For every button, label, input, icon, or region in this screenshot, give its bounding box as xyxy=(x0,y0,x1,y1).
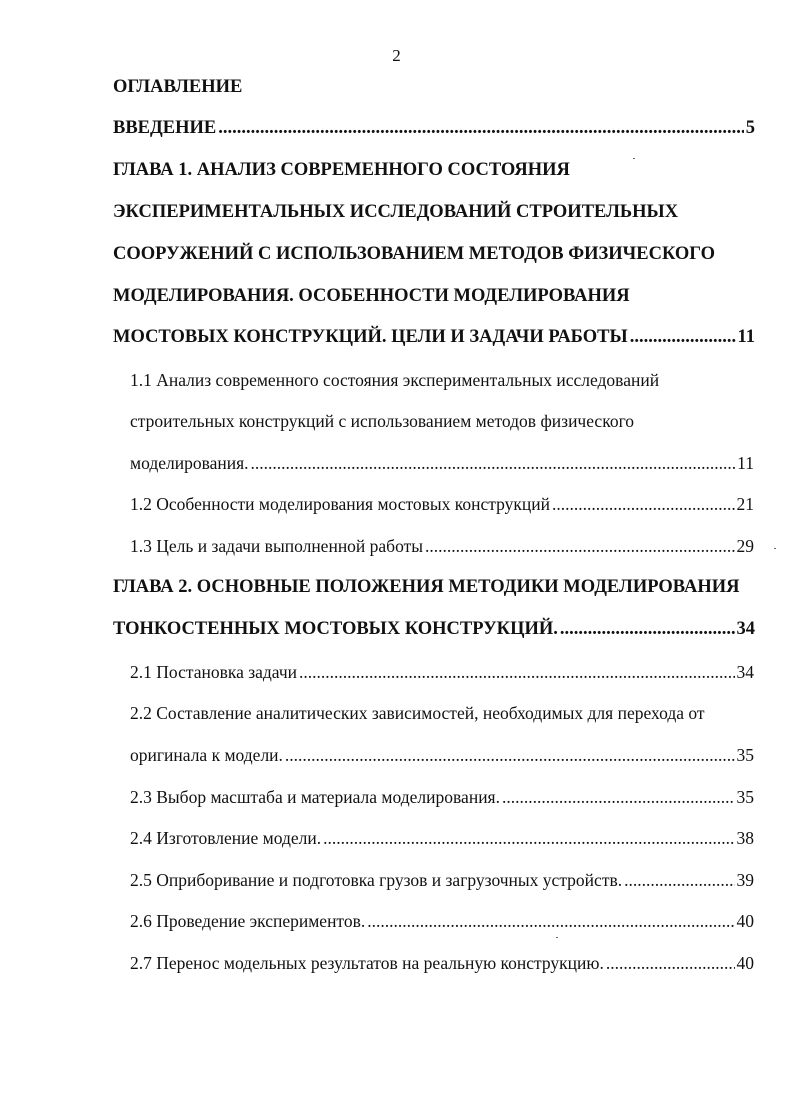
toc-section-2-7[interactable] xyxy=(130,951,754,975)
toc-entry-page: 21 xyxy=(736,494,754,514)
dot-leader xyxy=(624,868,734,892)
dot-leader xyxy=(425,534,734,558)
dot-leader xyxy=(251,451,736,475)
dot-leader xyxy=(285,743,735,767)
toc-section-1-1-line-2[interactable] xyxy=(130,409,634,433)
toc-section-1-1-line-1[interactable] xyxy=(130,368,659,392)
toc-section-1-1-line-3[interactable] xyxy=(130,451,754,475)
dot-leader xyxy=(560,617,735,641)
toc-entry-page: 38 xyxy=(736,828,754,848)
toc-section-2-1[interactable] xyxy=(130,660,754,684)
toc-section-2-4[interactable] xyxy=(130,826,754,850)
toc-section-1-2[interactable] xyxy=(130,492,754,516)
toc-section-2-2-line-2[interactable] xyxy=(130,743,754,767)
scan-speck xyxy=(774,548,776,549)
toc-entry-text: строительных конструкций с использованием методов физического xyxy=(130,411,635,431)
dot-leader xyxy=(606,951,735,975)
toc-section-1-3[interactable] xyxy=(130,534,754,558)
toc-section-2-5[interactable] xyxy=(130,868,754,892)
toc-entry-text: 2.4 Изготовление модели. xyxy=(130,828,322,848)
toc-entry-page: 11 xyxy=(737,327,755,347)
toc-section-2-2-line-1[interactable] xyxy=(130,701,705,725)
dot-leader xyxy=(367,909,734,933)
toc-entry-text: МОСТОВЫХ КОНСТРУКЦИЙ. ЦЕЛИ И ЗАДАЧИ РАБОТЫ xyxy=(113,327,628,347)
toc-chapter-1-line-1[interactable] xyxy=(113,158,570,182)
toc-chapter-2-line-2[interactable] xyxy=(113,617,755,641)
toc-entry-text: ГЛАВА 2. ОСНОВНЫЕ ПОЛОЖЕНИЯ МЕТОДИКИ МОДЕЛИРОВАНИЯ xyxy=(113,577,740,597)
dot-leader xyxy=(323,826,734,850)
toc-entry-text: ТОНКОСТЕННЫХ МОСТОВЫХ КОНСТРУКЦИЙ. xyxy=(113,619,558,639)
toc-section-2-6[interactable] xyxy=(130,909,754,933)
toc-entry-text: 1.2 Особенности моделирования мостовых конструкций xyxy=(130,494,551,514)
toc-chapter-1-line-3[interactable] xyxy=(113,242,715,266)
toc-entry-page: 39 xyxy=(736,870,754,890)
toc-entry-page: 40 xyxy=(736,911,754,931)
dot-leader xyxy=(630,325,736,349)
page-number: 2 xyxy=(392,46,401,65)
toc-entry-text: 2.7 Перенос модельных результатов на реальную конструкцию. xyxy=(130,953,604,973)
scan-speck xyxy=(556,937,558,938)
dot-leader xyxy=(299,660,734,684)
toc-chapter-1-line-5[interactable] xyxy=(113,325,755,349)
toc-entry-page: 29 xyxy=(736,536,754,556)
toc-entry-text: ГЛАВА 1. АНАЛИЗ СОВРЕМЕННОГО СОСТОЯНИЯ xyxy=(113,160,570,180)
dot-leader xyxy=(502,785,735,809)
toc-entry-text: ВВЕДЕНИЕ xyxy=(113,118,217,138)
toc-entry-text: 1.1 Анализ современного состояния экспериментальных исследований xyxy=(130,370,660,390)
dot-leader xyxy=(552,492,734,516)
toc-entry-text: МОДЕЛИРОВАНИЯ. ОСОБЕННОСТИ МОДЕЛИРОВАНИЯ xyxy=(113,286,630,306)
toc-entry-text: моделирования. xyxy=(130,453,249,473)
toc-entry-text: 1.3 Цель и задачи выполненной работы xyxy=(130,536,424,556)
scan-speck xyxy=(633,158,635,159)
toc-chapter-1-line-4[interactable] xyxy=(113,284,630,308)
toc-entry-text: оригинала к модели. xyxy=(130,745,283,765)
toc-entry-page: 35 xyxy=(736,787,754,807)
toc-entry-text: 2.2 Составление аналитических зависимостей, необходимых для перехода от xyxy=(130,703,705,723)
toc-entry-introduction[interactable] xyxy=(113,116,755,140)
toc-entry-text: 2.6 Проведение экспериментов. xyxy=(130,911,366,931)
toc-chapter-1-line-2[interactable] xyxy=(113,200,678,224)
toc-entry-page: 34 xyxy=(736,662,754,682)
toc-entry-page: 5 xyxy=(745,118,755,138)
toc-entry-text: 2.3 Выбор масштаба и материала моделирования. xyxy=(130,787,500,807)
dot-leader xyxy=(218,116,744,140)
toc-chapter-2-line-1[interactable] xyxy=(113,575,739,599)
toc-entry-text: 2.5 Оприборивание и подготовка грузов и загрузочных устройств. xyxy=(130,870,623,890)
toc-entry-page: 40 xyxy=(736,953,754,973)
toc-title: ОГЛАВЛЕНИЕ xyxy=(113,77,243,97)
toc-entry-text: СООРУЖЕНИЙ С ИСПОЛЬЗОВАНИЕМ МЕТОДОВ ФИЗИЧЕСКОГО xyxy=(113,244,715,264)
toc-entry-text: ЭКСПЕРИМЕНТАЛЬНЫХ ИССЛЕДОВАНИЙ СТРОИТЕЛЬНЫХ xyxy=(113,202,679,222)
toc-section-2-3[interactable] xyxy=(130,785,754,809)
toc-entry-page: 35 xyxy=(736,745,754,765)
toc-entry-text: 2.1 Постановка задачи xyxy=(130,662,298,682)
toc-entry-page: 34 xyxy=(736,619,755,639)
toc-entry-page: 11 xyxy=(737,453,754,473)
